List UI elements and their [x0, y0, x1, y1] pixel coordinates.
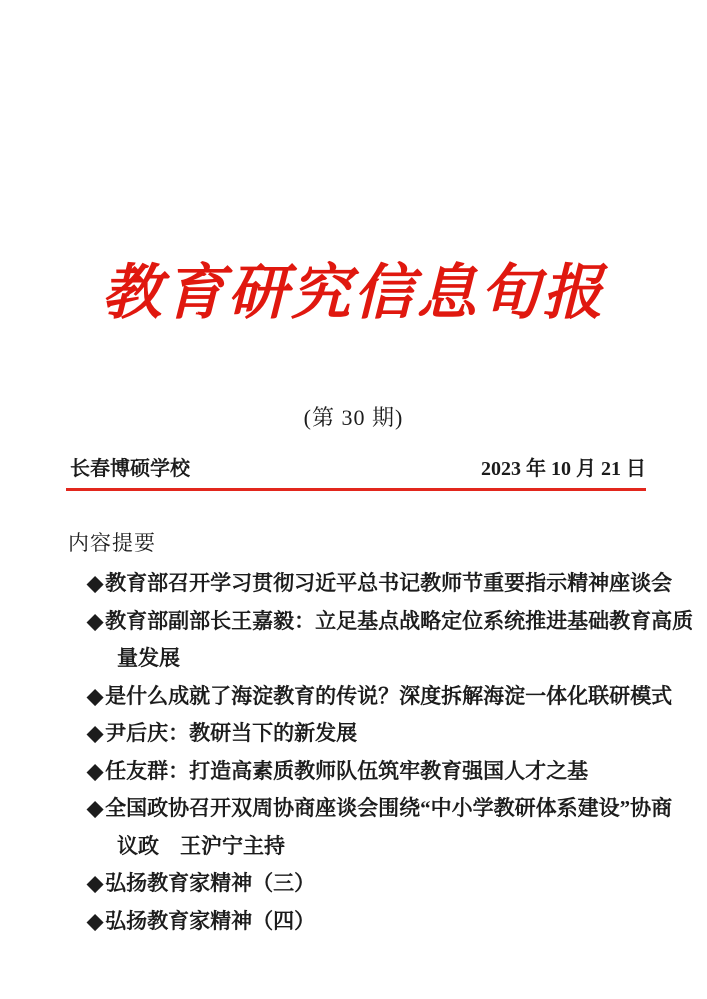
summary-item	[87, 565, 687, 603]
summary-item-continuation: 议政 王沪宁主持	[117, 833, 285, 858]
masthead-title: 教育研究信息旬报	[101, 258, 606, 328]
publication-date: 2023 年 10 月 21 日	[481, 458, 646, 480]
summary-item	[87, 753, 687, 791]
diamond-bullet-icon: ◆	[87, 683, 104, 708]
summary-item-text: 全国政协召开双周协商座谈会围绕“中小学教研体系建设”协商	[105, 796, 673, 820]
diamond-bullet-icon: ◆	[87, 608, 104, 633]
summary-item-text: 弘扬教育家精神（四）	[105, 908, 316, 933]
summary-item-text: 任友群：打造高素质教师队伍筑牢教育强国人才之基	[105, 758, 589, 783]
summary-item-text: 教育部召开学习贯彻习近平总书记教师节重要指示精神座谈会	[105, 571, 673, 595]
summary-item	[87, 790, 687, 828]
summary-item	[87, 678, 687, 716]
diamond-bullet-icon: ◆	[87, 871, 104, 895]
summary-item-text: 教育部副部长王嘉毅：立足基点战略定位系统推进基础教育高质	[105, 608, 694, 633]
organization-name: 长春博硕学校	[70, 458, 190, 480]
summary-item-text: 是什么成就了海淀教育的传说？深度拆解海淀一体化联研模式	[105, 683, 673, 708]
diamond-bullet-icon: ◆	[87, 721, 104, 745]
summary-item-text: 尹后庆：教研当下的新发展	[105, 721, 358, 745]
summary-item-text: 弘扬教育家精神（三）	[105, 871, 316, 895]
diamond-bullet-icon: ◆	[87, 796, 104, 820]
diamond-bullet-icon: ◆	[87, 571, 104, 595]
diamond-bullet-icon: ◆	[87, 758, 104, 783]
issue-number: (第 30 期)	[303, 405, 404, 430]
meta-row	[70, 455, 646, 483]
summary-item-continuation: 量发展	[117, 646, 180, 670]
summary-item	[87, 715, 687, 753]
summary-heading: 内容提要	[68, 531, 156, 555]
summary-item	[87, 865, 687, 903]
summary-item	[87, 603, 694, 641]
divider-rule	[66, 488, 646, 491]
diamond-bullet-icon: ◆	[87, 908, 104, 933]
summary-item	[87, 903, 687, 941]
summary-list	[87, 565, 694, 940]
